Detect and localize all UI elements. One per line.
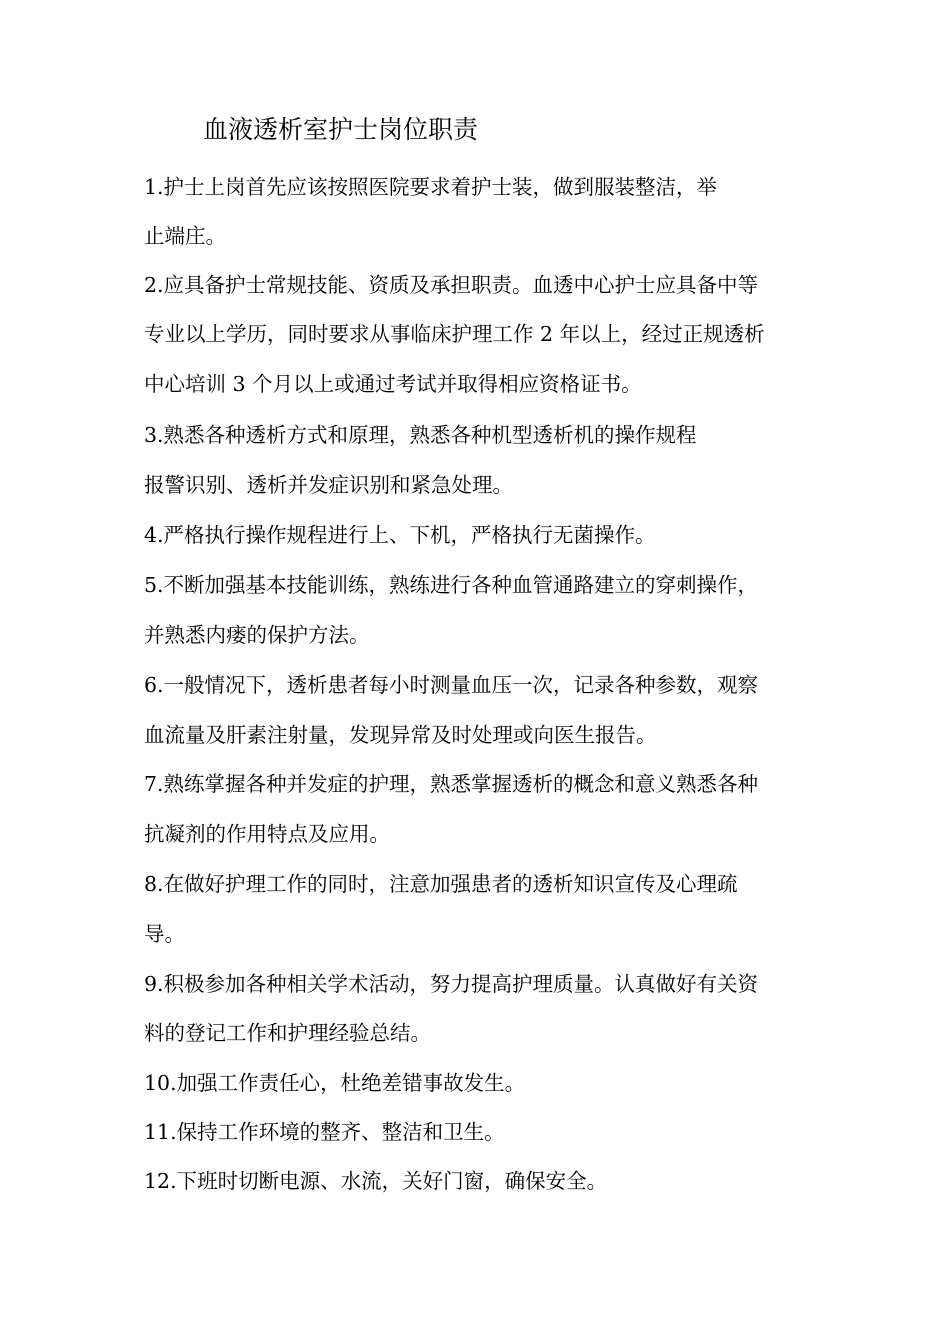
text-line: 11.保持工作环境的整齐、整洁和卫生。 — [144, 1120, 505, 1144]
text-line: 1.护士上岗首先应该按照医院要求着护士装，做到服装整洁，举 — [144, 175, 718, 199]
text-line: 8.在做好护理工作的同时，注意加强患者的透析知识宣传及心理疏 — [144, 872, 738, 896]
text-line: 4.严格执行操作规程进行上、下机，严格执行无菌操作。 — [144, 523, 656, 547]
text-line: 专业以上学历，同时要求从事临床护理工作 2 年以上，经过正规透析 — [144, 322, 765, 346]
text-line: 止端庄。 — [144, 224, 226, 248]
text-line: 中心培训 3 个月以上或通过考试并取得相应资格证书。 — [144, 372, 642, 396]
document-title: 血液透析室护士岗位职责 — [203, 115, 479, 144]
text-line: 9.积极参加各种相关学术活动，努力提高护理质量。认真做好有关资 — [144, 972, 759, 996]
text-line: 6.一般情况下，透析患者每小时测量血压一次，记录各种参数，观察 — [144, 673, 759, 697]
text-line: 抗凝剂的作用特点及应用。 — [144, 822, 390, 846]
text-line: 7.熟练掌握各种并发症的护理，熟悉掌握透析的概念和意义熟悉各种 — [144, 772, 759, 796]
text-line: 3.熟悉各种透析方式和原理，熟悉各种机型透析机的操作规程 — [144, 423, 697, 447]
text-line: 5.不断加强基本技能训练，熟练进行各种血管通路建立的穿刺操作， — [144, 573, 759, 597]
text-line: 血流量及肝素注射量，发现异常及时处理或向医生报告。 — [144, 723, 657, 747]
text-line: 报警识别、透析并发症识别和紧急处理。 — [144, 473, 513, 497]
text-line: 导。 — [144, 922, 185, 946]
text-line: 10.加强工作责任心，杜绝差错事故发生。 — [144, 1071, 526, 1095]
text-line: 并熟悉内瘘的保护方法。 — [144, 623, 370, 647]
text-line: 12.下班时切断电源、水流，关好门窗，确保安全。 — [144, 1169, 608, 1193]
text-line: 料的登记工作和护理经验总结。 — [144, 1021, 431, 1045]
text-line: 2.应具备护士常规技能、资质及承担职责。血透中心护士应具备中等 — [144, 273, 759, 297]
